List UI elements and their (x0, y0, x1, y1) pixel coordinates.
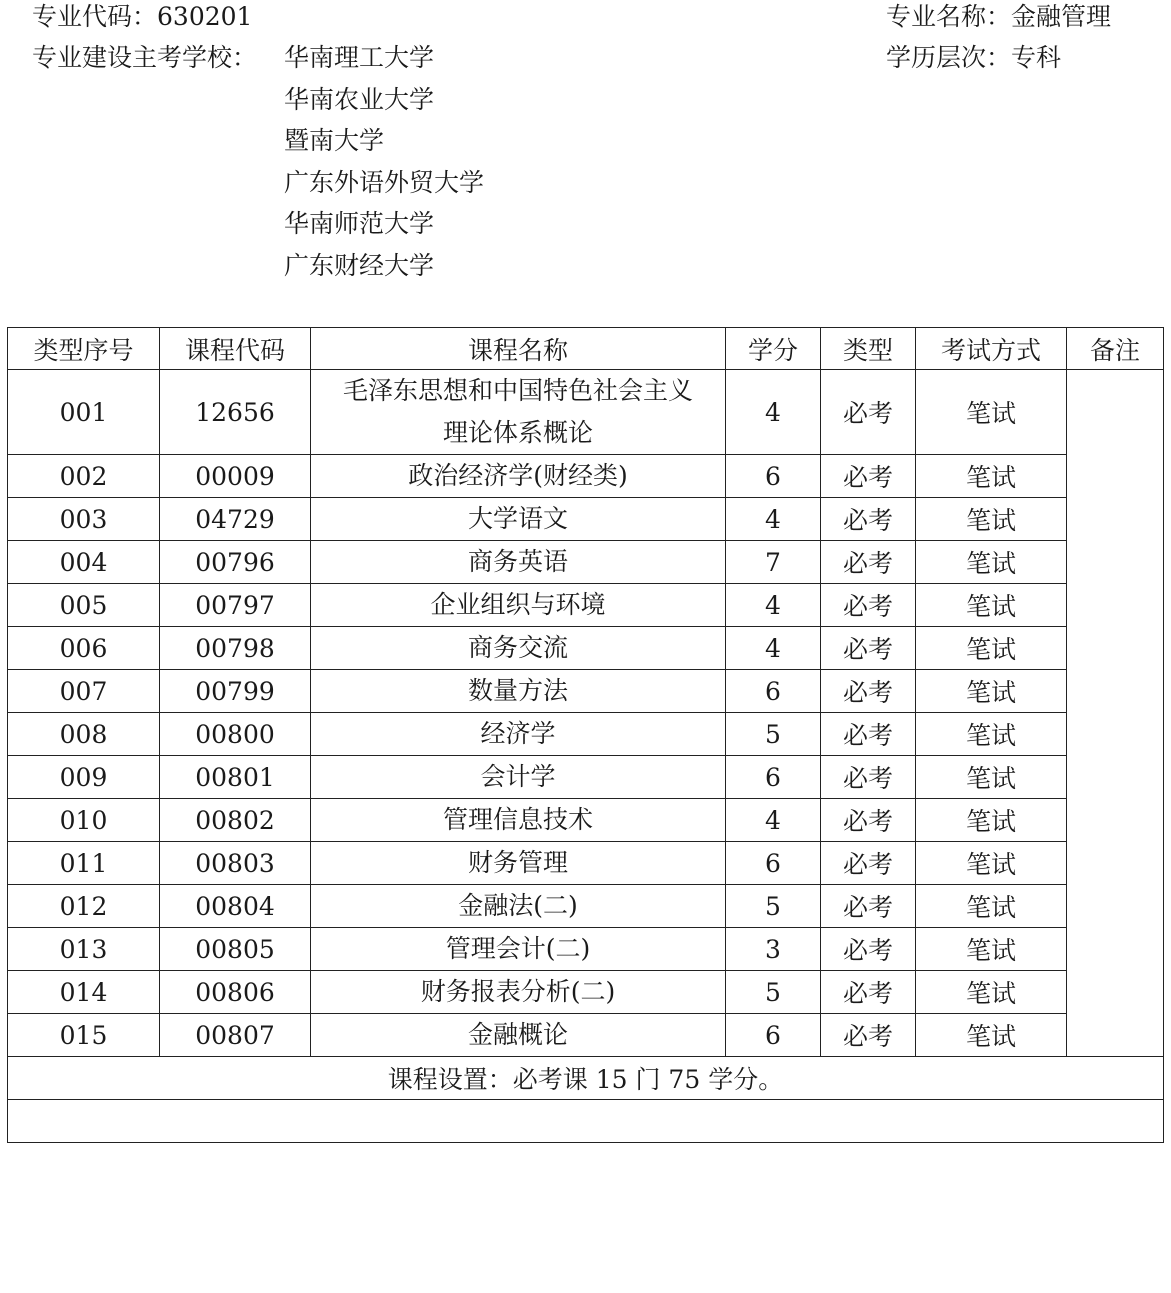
cell-no: 001 (8, 370, 160, 455)
cell-type: 必考 (821, 584, 916, 627)
cell-code: 00807 (160, 1014, 311, 1057)
cell-name: 商务交流 (311, 627, 726, 670)
cell-exam: 笔试 (916, 842, 1067, 885)
cell-no: 005 (8, 584, 160, 627)
table-row (8, 584, 1164, 627)
cell-type: 必考 (821, 799, 916, 842)
cell-type: 必考 (821, 541, 916, 584)
blank-cell (8, 1100, 1164, 1143)
cell-no: 007 (8, 670, 160, 713)
table-row (8, 370, 1164, 455)
cell-name: 商务英语 (311, 541, 726, 584)
major-code: 630201 (157, 2, 253, 31)
header-left (32, 0, 257, 78)
col-header-remark: 备注 (1067, 328, 1164, 370)
cell-code: 00804 (160, 885, 311, 928)
cell-code: 00797 (160, 584, 311, 627)
cell-exam: 笔试 (916, 971, 1067, 1014)
cell-credit: 4 (726, 584, 821, 627)
cell-exam: 笔试 (916, 627, 1067, 670)
cell-credit: 6 (726, 670, 821, 713)
cell-type: 必考 (821, 370, 916, 455)
cell-code: 04729 (160, 498, 311, 541)
major-name-label: 专业名称： (886, 2, 1012, 31)
cell-name: 财务管理 (311, 842, 726, 885)
cell-exam: 笔试 (916, 541, 1067, 584)
cell-type: 必考 (821, 627, 916, 670)
level-label: 学历层次： (886, 43, 1012, 72)
cell-no: 008 (8, 713, 160, 756)
schools-list (284, 37, 484, 286)
summary-row (8, 1057, 1164, 1100)
table-row (8, 713, 1164, 756)
cell-no: 012 (8, 885, 160, 928)
cell-type: 必考 (821, 756, 916, 799)
cell-type: 必考 (821, 713, 916, 756)
col-header-credit: 学分 (726, 328, 821, 370)
cell-name: 管理信息技术 (311, 799, 726, 842)
table-row (8, 1014, 1164, 1057)
table-row (8, 928, 1164, 971)
school-item: 华南理工大学 (284, 43, 435, 72)
cell-credit: 5 (726, 971, 821, 1014)
cell-code: 00806 (160, 971, 311, 1014)
school-item: 广东财经大学 (284, 250, 435, 280)
cell-no: 014 (8, 971, 160, 1014)
col-header-type: 类型 (821, 328, 916, 370)
major-code-line (32, 0, 257, 37)
cell-exam: 笔试 (916, 885, 1067, 928)
cell-exam: 笔试 (916, 370, 1067, 455)
cell-no: 006 (8, 627, 160, 670)
cell-credit: 6 (726, 756, 821, 799)
table-row (8, 455, 1164, 498)
blank-row (8, 1100, 1164, 1143)
col-header-no: 类型序号 (8, 328, 160, 370)
col-header-exam: 考试方式 (916, 328, 1067, 370)
cell-exam: 笔试 (916, 584, 1067, 627)
table-row (8, 842, 1164, 885)
cell-no: 003 (8, 498, 160, 541)
cell-name: 数量方法 (311, 670, 726, 713)
table-row (8, 971, 1164, 1014)
cell-type: 必考 (821, 928, 916, 971)
table-row (8, 627, 1164, 670)
cell-no: 010 (8, 799, 160, 842)
cell-credit: 3 (726, 928, 821, 971)
level-line (886, 37, 1111, 78)
cell-exam: 笔试 (916, 455, 1067, 498)
cell-name: 政治经济学(财经类) (311, 455, 726, 498)
cell-name: 金融法(二) (311, 885, 726, 928)
cell-credit: 4 (726, 799, 821, 842)
table-row (8, 885, 1164, 928)
cell-exam: 笔试 (916, 670, 1067, 713)
table-header-row (8, 328, 1164, 370)
cell-name: 会计学 (311, 756, 726, 799)
cell-no: 009 (8, 756, 160, 799)
table-row (8, 541, 1164, 584)
cell-credit: 4 (726, 370, 821, 455)
cell-exam: 笔试 (916, 713, 1067, 756)
school-item: 华南农业大学 (284, 84, 435, 114)
cell-exam: 笔试 (916, 498, 1067, 541)
cell-code: 00803 (160, 842, 311, 885)
cell-name (311, 370, 726, 455)
cell-exam: 笔试 (916, 756, 1067, 799)
major-name: 金融管理 (1011, 2, 1112, 31)
cell-no: 011 (8, 842, 160, 885)
cell-credit: 6 (726, 455, 821, 498)
cell-type: 必考 (821, 885, 916, 928)
cell-type: 必考 (821, 842, 916, 885)
cell-name-line: 毛泽东思想和中国特色社会主义 (342, 376, 693, 405)
cell-code: 00802 (160, 799, 311, 842)
cell-code: 00009 (160, 455, 311, 498)
cell-code: 00798 (160, 627, 311, 670)
cell-credit: 7 (726, 541, 821, 584)
school-item: 广东外语外贸大学 (284, 167, 485, 197)
level: 专科 (1011, 43, 1062, 72)
cell-name: 管理会计(二) (311, 928, 726, 971)
major-code-label: 专业代码： (32, 2, 158, 31)
cell-type: 必考 (821, 670, 916, 713)
cell-no: 002 (8, 455, 160, 498)
cell-code: 00796 (160, 541, 311, 584)
table-row (8, 799, 1164, 842)
cell-remark (1067, 370, 1164, 1057)
cell-name-line: 理论体系概论 (442, 418, 593, 447)
table-row (8, 756, 1164, 799)
cell-name: 经济学 (311, 713, 726, 756)
col-header-code: 课程代码 (160, 328, 311, 370)
major-name-line (886, 0, 1111, 37)
cell-exam: 笔试 (916, 1014, 1067, 1057)
table-row (8, 670, 1164, 713)
cell-code: 00805 (160, 928, 311, 971)
cell-exam: 笔试 (916, 799, 1067, 842)
cell-code: 00799 (160, 670, 311, 713)
cell-type: 必考 (821, 498, 916, 541)
cell-no: 013 (8, 928, 160, 971)
cell-credit: 5 (726, 885, 821, 928)
header-right (886, 0, 1111, 78)
cell-name: 企业组织与环境 (311, 584, 726, 627)
schools-label: 专业建设主考学校： (32, 43, 258, 72)
col-header-name: 课程名称 (311, 328, 726, 370)
cell-code: 00801 (160, 756, 311, 799)
school-item: 华南师范大学 (284, 209, 435, 238)
cell-exam: 笔试 (916, 928, 1067, 971)
cell-name: 大学语文 (311, 498, 726, 541)
cell-type: 必考 (821, 1014, 916, 1057)
cell-no: 015 (8, 1014, 160, 1057)
cell-credit: 4 (726, 627, 821, 670)
cell-name: 财务报表分析(二) (311, 971, 726, 1014)
course-table (7, 327, 1164, 1143)
table-row (8, 498, 1164, 541)
course-summary: 课程设置：必考课 15 门 75 学分。 (8, 1057, 1164, 1100)
school-item: 暨南大学 (284, 126, 385, 155)
cell-code: 00800 (160, 713, 311, 756)
cell-code: 12656 (160, 370, 311, 455)
cell-credit: 4 (726, 498, 821, 541)
cell-credit: 6 (726, 842, 821, 885)
cell-type: 必考 (821, 455, 916, 498)
cell-credit: 6 (726, 1014, 821, 1057)
cell-name: 金融概论 (311, 1014, 726, 1057)
cell-type: 必考 (821, 971, 916, 1014)
cell-no: 004 (8, 541, 160, 584)
cell-credit: 5 (726, 713, 821, 756)
